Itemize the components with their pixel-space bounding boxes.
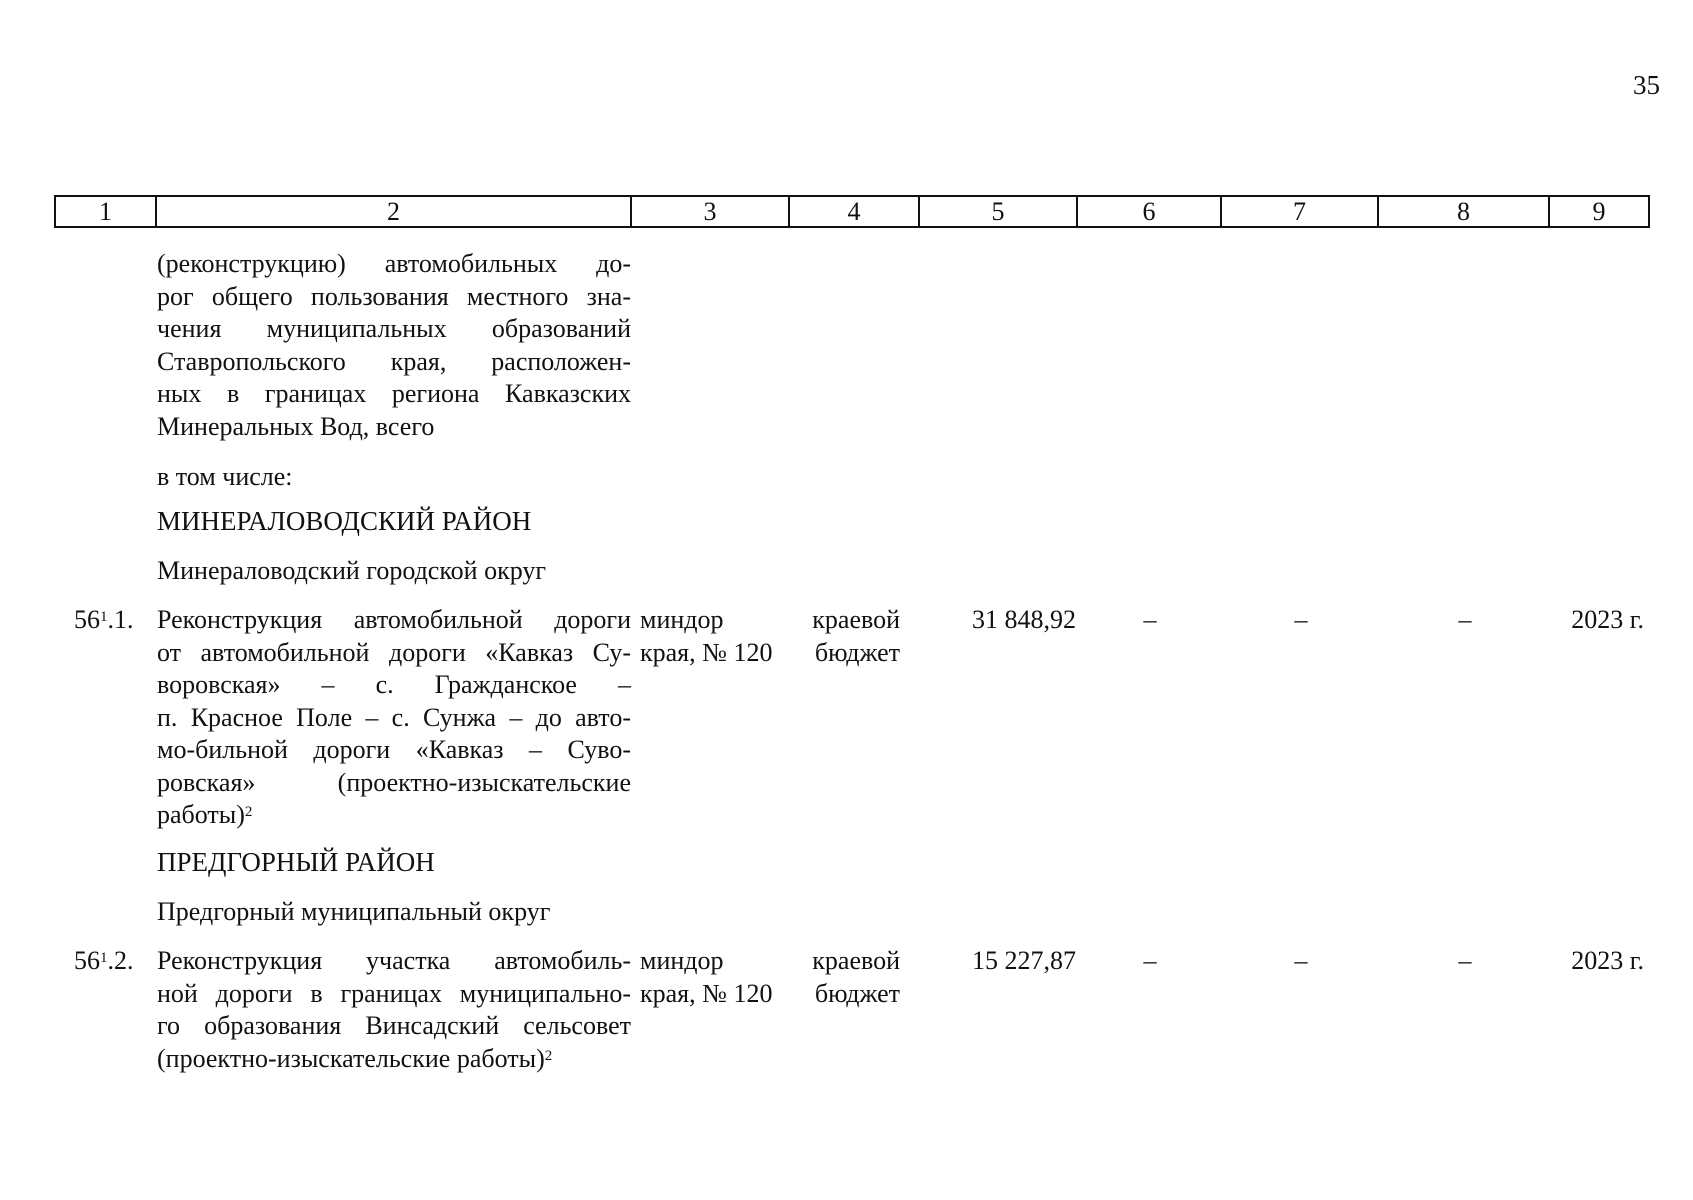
intro-text (157, 248, 631, 443)
column-number-7: 7 (1221, 196, 1378, 227)
row-description-line: ной дороги в границах муниципально- (157, 978, 631, 1008)
row-description-line: воровская» – с. Гражданское – (157, 670, 631, 699)
column-number-5: 5 (919, 196, 1077, 227)
amount-value: 15 227,87 (972, 946, 1076, 975)
district-heading-mineralovodsky: МИНЕРАЛОВОДСКИЙ РАЙОН (157, 506, 532, 536)
column-8-value: – (1458, 605, 1472, 634)
responsible-agency: миндор края, № 120 (640, 605, 773, 667)
column-number-9: 9 (1549, 196, 1649, 227)
intro-line: (реконструкцию) автомобильных до- (157, 249, 631, 278)
row-description-line: ровская» (проектно-изыскательские (157, 767, 631, 797)
funding-source: краевой бюджет (812, 605, 900, 667)
column-8-value: – (1458, 946, 1472, 975)
intro-line: Ставропольского края, расположен- (157, 346, 631, 376)
column-number-3: 3 (631, 196, 789, 227)
year-value: 2023 г. (1571, 946, 1644, 975)
column-number-8: 8 (1378, 196, 1549, 227)
row-number: $56^1.1$. (74, 605, 134, 634)
column-number-6: 6 (1077, 196, 1221, 227)
intro-line: Минеральных Вод, всего (157, 411, 435, 441)
row-description-line: работы)$^2$ (157, 800, 253, 829)
column-7-value: – (1294, 605, 1308, 634)
district-heading-predgorny: ПРЕДГОРНЫЙ РАЙОН (157, 847, 435, 877)
responsible-agency: миндор края, № 120 (640, 946, 773, 1008)
column-number-2: 2 (156, 196, 631, 227)
column-number-header (54, 195, 1650, 228)
okrug-mineralovodsky: Минераловодский городской округ (157, 556, 547, 585)
row-description-line: п. Красное Поле – с. Сунжа – до авто- (157, 702, 631, 732)
funding-source: краевой бюджет (812, 946, 900, 1008)
column-number-4: 4 (789, 196, 919, 227)
row-number: $56^1.2$. (74, 946, 134, 975)
row-description-line: мо-бильной дороги «Кавказ – Суво- (157, 735, 631, 764)
including-label: в том числе: (157, 462, 293, 491)
intro-line: чения муниципальных образований (157, 314, 631, 343)
okrug-predgorny: Предгорный муниципальный округ (157, 897, 551, 926)
row-description-line: го образования Винсадский сельсовет (157, 1011, 631, 1040)
column-7-value: – (1294, 946, 1308, 975)
row-description (157, 945, 631, 1075)
intro-line: ных в границах региона Кавказских (157, 379, 631, 408)
row-description-line: Реконструкция автомобильной дороги (157, 605, 631, 634)
row-description-line: (проектно-изыскательские работы)$^2$ (157, 1043, 553, 1073)
column-6-value: – (1143, 605, 1157, 634)
row-description (157, 604, 631, 832)
intro-line: рог общего пользования местного зна- (157, 281, 631, 311)
amount-value: 31 848,92 (972, 605, 1076, 634)
column-6-value: – (1143, 946, 1157, 975)
column-number-1: 1 (55, 196, 156, 227)
row-description-line: от автомобильной дороги «Кавказ Су- (157, 637, 631, 667)
year-value: 2023 г. (1571, 605, 1644, 634)
page-number: 35 (1633, 70, 1660, 100)
row-description-line: Реконструкция участка автомобиль- (157, 946, 631, 975)
